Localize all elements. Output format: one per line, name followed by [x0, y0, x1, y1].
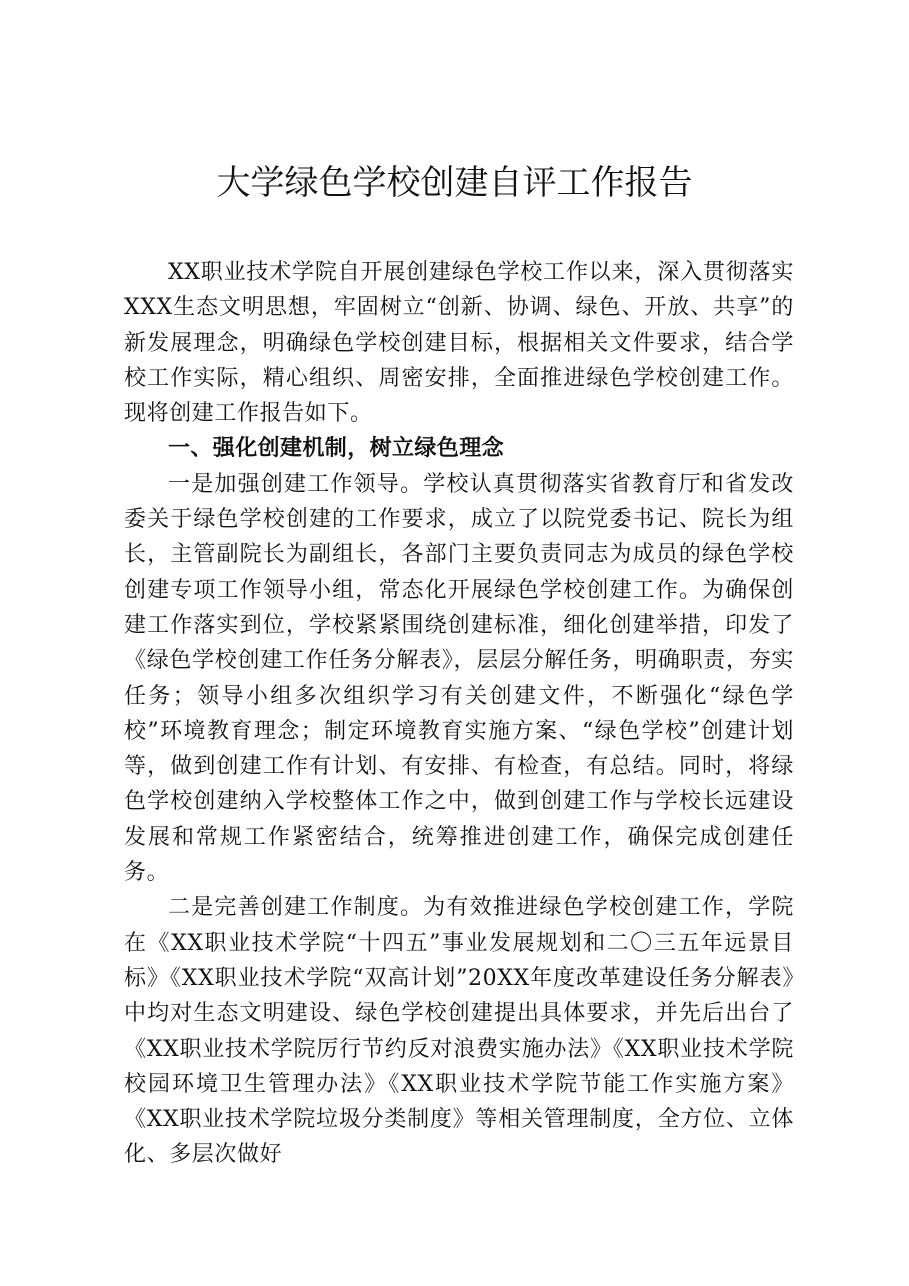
section-heading-1: 一、强化创建机制，树立绿色理念	[168, 436, 505, 462]
document-title: 大学绿色学校创建自评工作报告	[216, 163, 693, 203]
section1-paragraph-2: 二是完善创建工作制度。为有效推进绿色学校创建工作，学院在《XX职业技术学院“十四五”事业发展规划和二〇三五年远景目标》《XX职业技术学院“双高计划”20XX年度改革建设任务分解表》中均对生态文明建设、绿色学校创建提出具体要求，并先后出台了《XX职业技术学院厉行节约反对浪费实施办法》《XX职业技术学院校园环境卫生管理办法》《XX职业技术学院节能工作实施方案》《XX职业技术学院垃圾分类制度》等相关管理制度，全方位、立体化、多层次做好	[124, 895, 794, 1168]
section1-paragraph-1: 一是加强创建工作领导。学校认真贯彻落实省教育厅和省发改委关于绿色学校创建的工作要求，成立了以院党委书记、院长为组长，主管副院长为副组长，各部门主要负责同志为成员的绿色学校创建专项工作领导小组，常态化开展绿色学校创建工作。为确保创建工作落实到位，学校紧紧围绕创建标准，细化创建举措，印发了《绿色学校创建工作任务分解表》，层层分解任务，明确职责，夯实任务；领导小组多次组织学习有关创建文件，不断强化“绿色学校”环境教育理念；制定环境教育实施方案、“绿色学校”创建计划等，做到创建工作有计划、有安排、有检查，有总结。同时，将绿色学校创建纳入学校整体工作之中，做到创建工作与学校长远建设发展和常规工作紧密结合，统筹推进创建工作，确保完成创建任务。	[124, 471, 794, 886]
intro-paragraph: XX职业技术学院自开展创建绿色学校工作以来，深入贯彻落实XXX生态文明思想，牢固树立“创新、协调、绿色、开放、共享”的新发展理念，明确绿色学校创建目标，根据相关文件要求，结合学校工作实际，精心组织、周密安排，全面推进绿色学校创建工作。现将创建工作报告如下。	[124, 260, 794, 427]
document-body	[124, 255, 794, 1173]
